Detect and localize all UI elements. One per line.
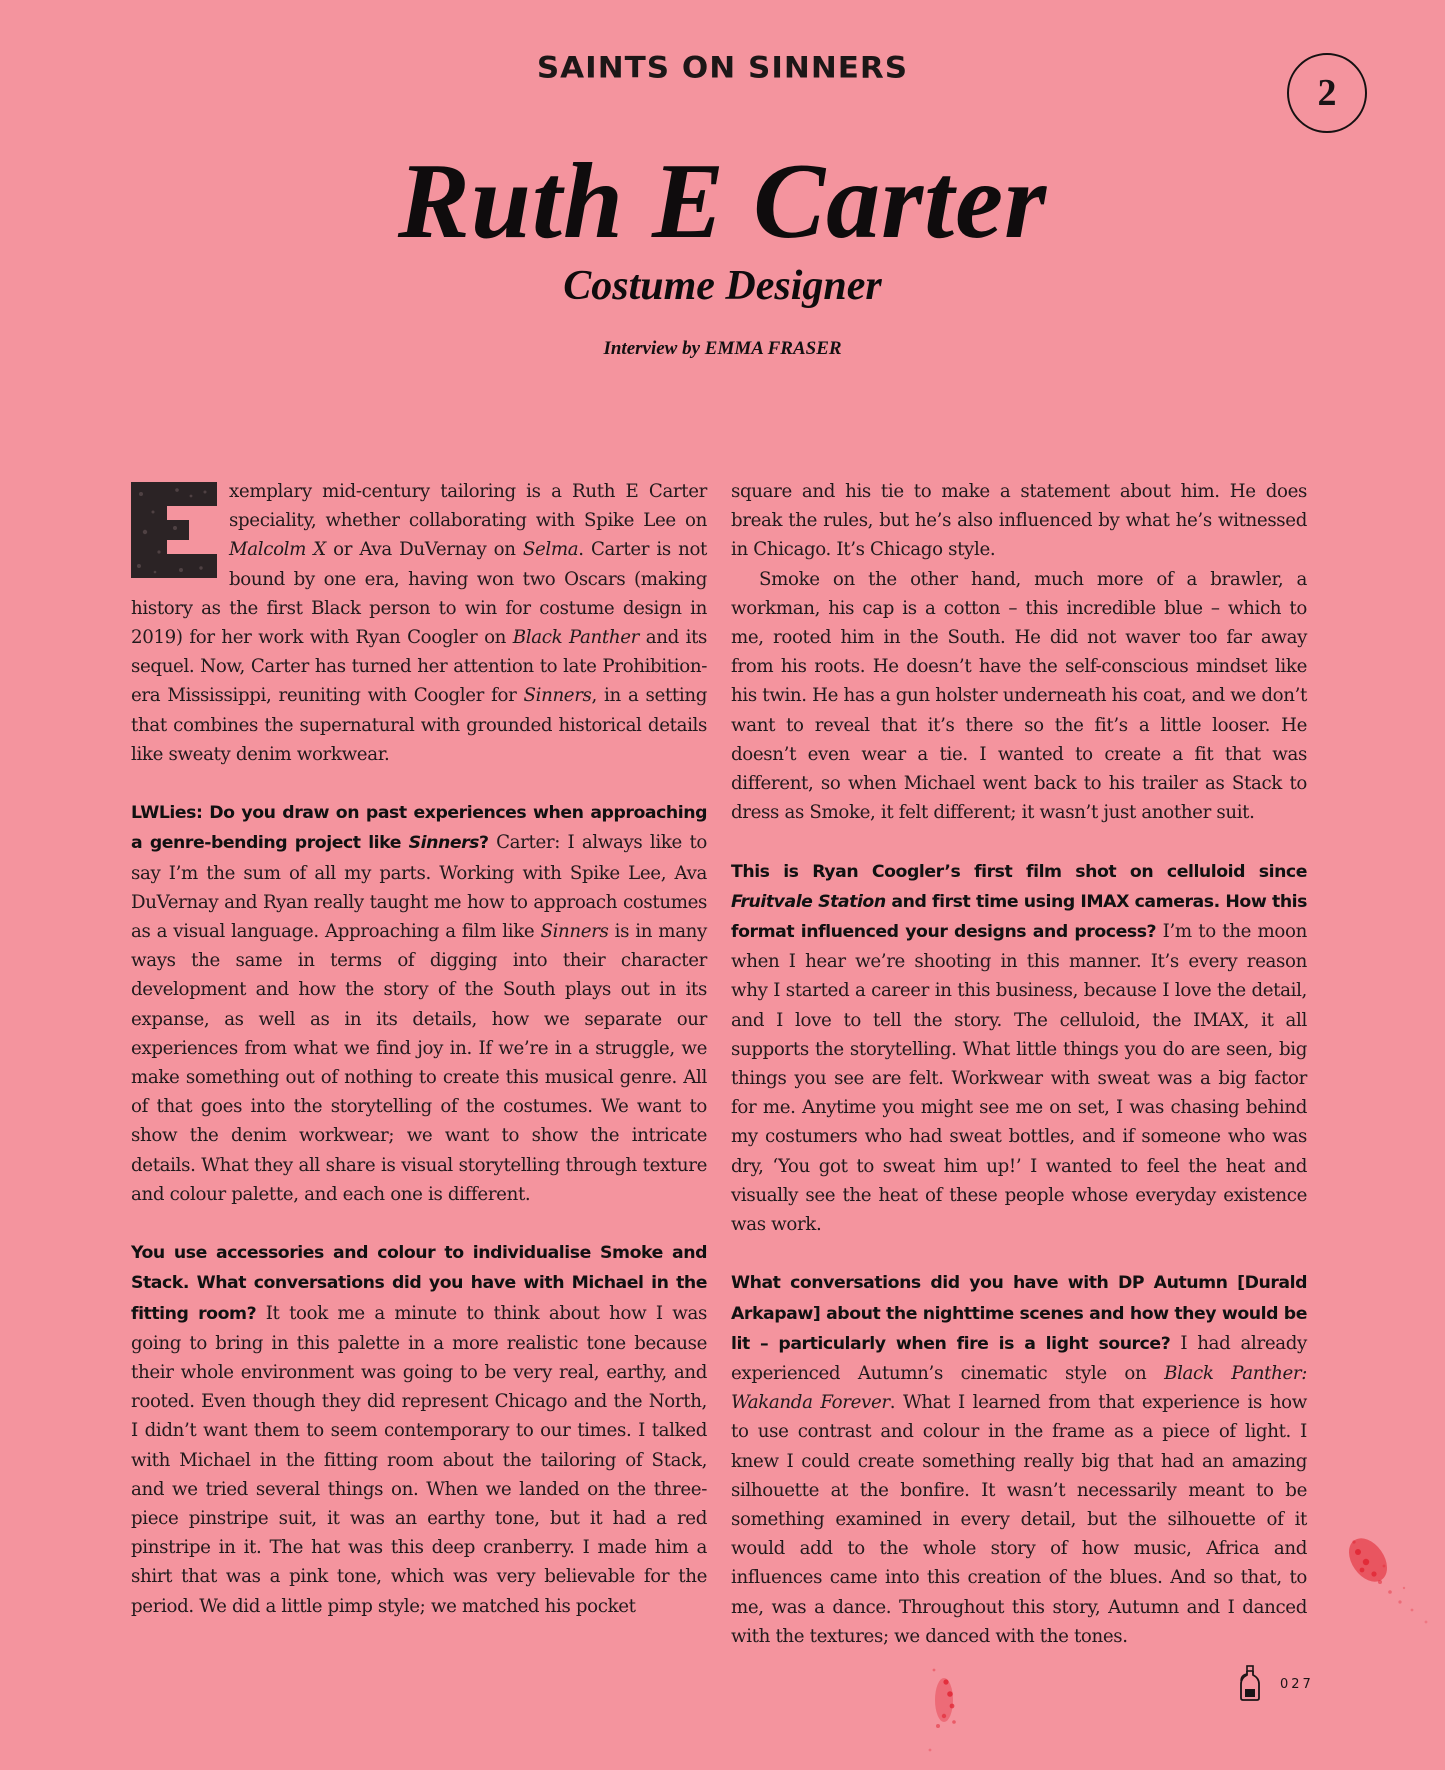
byline: Interview by EMMA FRASER <box>603 338 842 359</box>
answer-2-tail: square and his tie to make a statement about him. He does break the rules, but he’s also influenced by what he’s witnessed in Chicago. It’s Chicago style. <box>731 481 1307 561</box>
answer-1: Carter: I always like to say I’m the sum of all my parts. Working with Spike Lee, Ava DuVernay and Ryan really taught me how to approach costumes as a visual language. Approaching a film like Sinners is in many ways the same in terms of digging into their character development and how the story of the South plays out in its expanse, as well as in its details, how we separate our experiences from what we find joy in. If we’re in a struggle, we make something out of nothing to create this musical genre. All of that goes into the storytelling of the costumes. We want to show the denim workwear; we want to show the intricate details. What they all share is visual storytelling through texture and colour palette, and each one is different. <box>131 832 708 1205</box>
answer-3: I’m to the moon when I hear we’re shooting in this manner. It’s every reason why I started a career in this business, because I love the detail, and I love to tell the story. The celluloid, the IMAX, it all supports the storytelling. What little things you do are seen, big things you see are felt. Workwear with sweat was a big factor for me. Anytime you might see me on set, I was chasing behind my costumers who had sweat bottles, and if someone who was dry, ‘You got to sweat him up!’ I wanted to feel the heat and visually see the heat of these people whose everyday existence was work. <box>731 921 1307 1236</box>
answer-2: It took me a minute to think about how I was going to bring in this palette in a more realistic tone because their whole environment was going to be very real, earthy, and rooted. Even though they did represent Chicago and the North, I didn’t want them to seem contemporary to our times. I talked with Michael in the fitting room about the tailoring of Stack, and we tried several things on. When we landed on the three-piece pinstripe suit, it was an earthy tone, but it had a red pinstripe in it. The hat was this deep cranberry. I made him a shirt that was a pink tone, which was very believable for the period. We did a little pimp style; we matched his pocket <box>131 1302 707 1617</box>
section-kicker: SAINTS ON SINNERS <box>536 50 909 86</box>
question-1: LWLies: Do you draw on past experiences when approaching a genre-bending project like Sinners? <box>131 803 707 854</box>
issue-number: 2 <box>1317 72 1337 114</box>
qa-block-3 <box>731 857 1307 1240</box>
answer-2-continuation <box>731 477 1307 565</box>
question-3: This is Ryan Coogler’s first film shot on celluloid since Fruitvale Station and first time using IMAX cameras. How this format influenced your designs and process? <box>731 861 1307 943</box>
question-2: You use accessories and colour to individualise Smoke and Stack. What conversations did you have with Michael in the fitting room? <box>131 1243 707 1324</box>
red-splatter-decoration-2 <box>910 1660 970 1770</box>
stamped-e-icon <box>131 482 217 578</box>
qa-block-4 <box>731 1268 1307 1651</box>
issue-number-badge <box>1287 53 1367 133</box>
page-number: 027 <box>1280 1677 1314 1692</box>
answer-2-paragraph-2: Smoke on the other hand, much more of a brawler, a workman, his cap is a cotton – this incredible blue – which to me, rooted him in the South. He did not waver too far away from his roots. He doesn’t have the self-conscious mindset like his twin. He has a gun holster underneath his coat, and we don’t want to reveal that it’s there so the fit’s a little looser. He doesn’t even wear a tie. I wanted to create a fit that was different, so when Michael went back to his trailer as Stack to dress as Smoke, it felt different; it wasn’t just another suit. <box>731 568 1307 824</box>
answer-4: I had already experienced Autumn’s cinematic style on Black Panther: Wakanda Forever. What I learned from that experience is how to use contrast and colour in the frame as a piece of light. I knew I could create something really big that had an amazing silhouette at the bonfire. It wasn’t necessarily meant to be something examined in every detail, but the silhouette of it would add to the whole story of how music, Africa and influences came into this creation of the blues. And so that, to me, was a dance. Throughout this story, Autumn and I danced with the textures; we danced with the tones. <box>731 1332 1307 1647</box>
article-column-right <box>731 477 1307 1651</box>
intro-paragraph: xemplary mid-century tailoring is a Ruth E Carter speciality, whether collaborating with Spike Lee on Malcolm X or Ava DuVernay on Selma. Carter is not bound by one era, having won two Oscars (making history as the first Black person to win for costume design in 2019) for her work with Ryan Coogler on Black Panther and its sequel. Now, Carter has turned her attention to late Prohibition-era Mississippi, reuniting with Coogler for Sinners, in a setting that combines the supernatural with grounded historical details like sweaty denim workwear. <box>131 481 708 765</box>
red-splatter-decoration <box>1340 1530 1445 1640</box>
article-column-left <box>131 477 707 1621</box>
qa-block-1 <box>131 798 707 1209</box>
question-4: What conversations did you have with DP Autumn [Durald Arkapaw] about the nighttime scenes and how they would be lit – particularly when fire is a light source? <box>731 1273 1307 1354</box>
qa-block-2 <box>131 1238 707 1621</box>
article-subtitle: Costume Designer <box>563 263 882 309</box>
dropcap-letter-e <box>131 482 217 578</box>
bottle-icon <box>1238 1665 1262 1701</box>
article-title: Ruth E Carter <box>397 142 1048 261</box>
